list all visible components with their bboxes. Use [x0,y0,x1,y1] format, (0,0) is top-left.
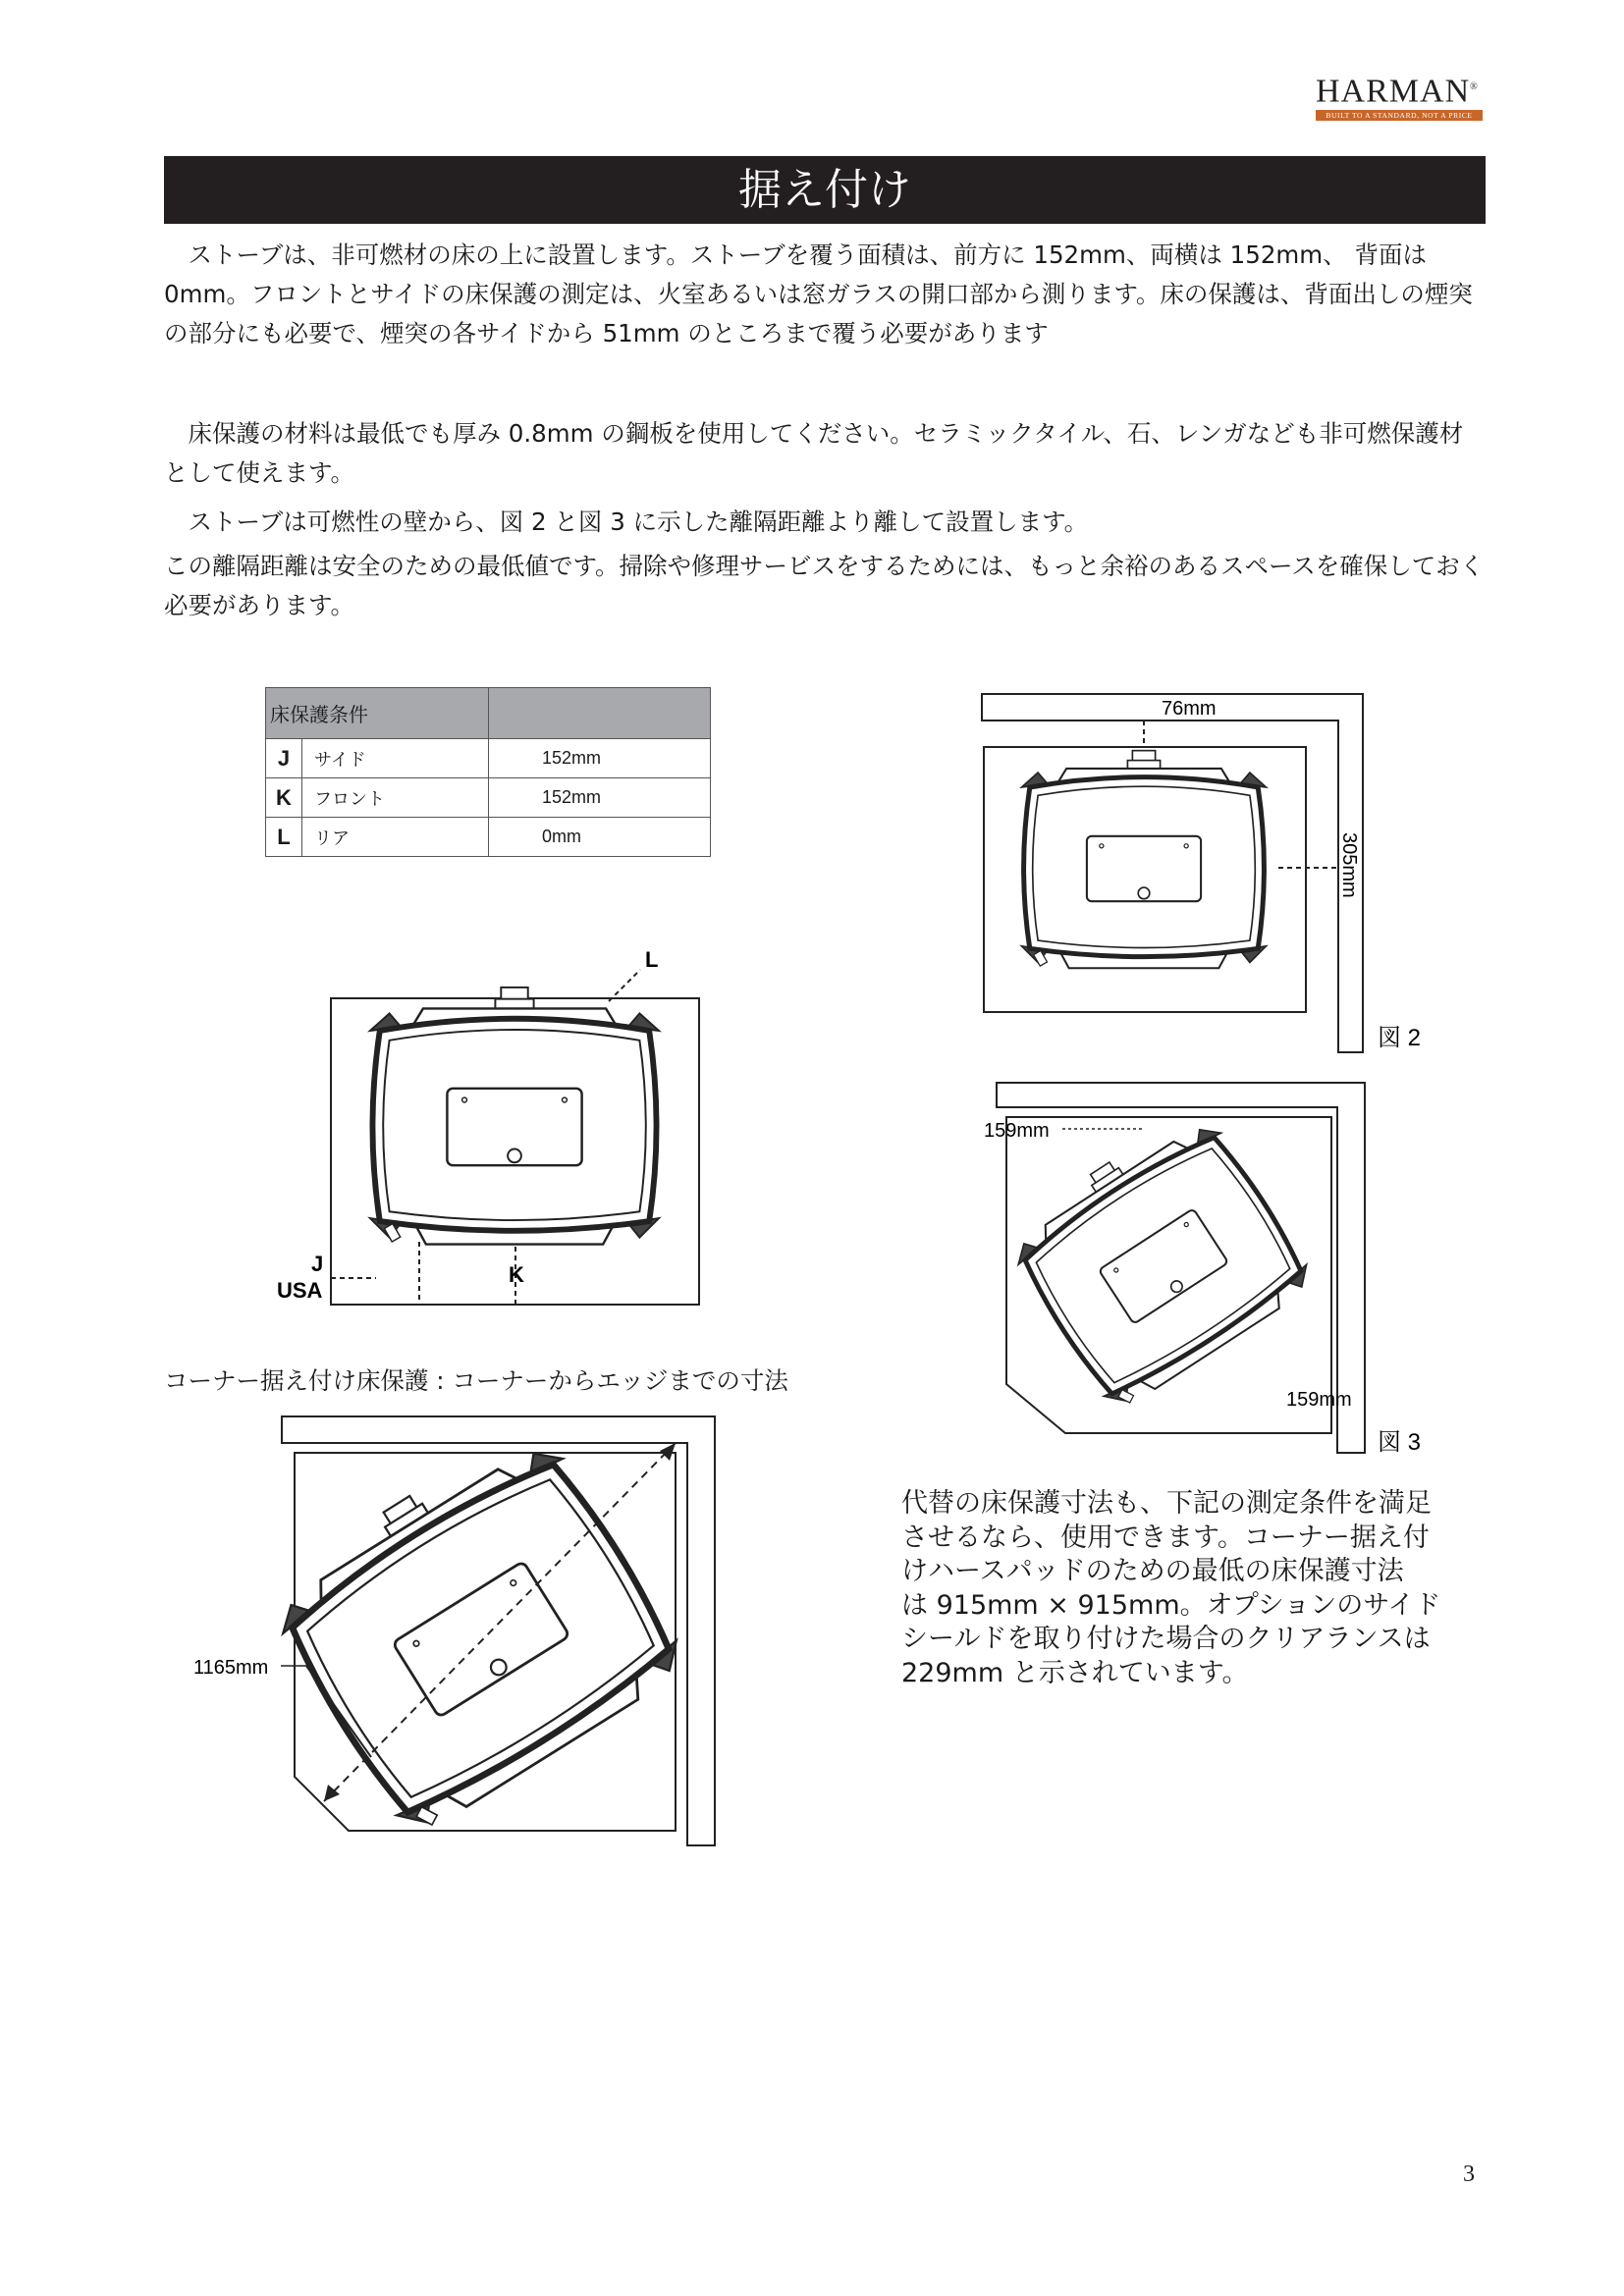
paragraph-floor-protection: ストーブは、非可燃材の床の上に設置します。ストーブを覆う面積は、前方に 152mm、両横は 152mm、 背面は 0mm。フロントとサイドの床保護の測定は、火室あるいは窓ガラスの開口部から測ります。床の保護は、背面出しの煙突の部分にも必要で、煙突の各サイドから 51mm のところまで覆う必要があります [164,240,1473,347]
fig1-label-k: K [509,1262,524,1287]
fig2-wall-clearance [982,694,1421,1052]
alt-line: 229mm と示されています。 [901,1657,1249,1688]
row-letter: L [266,818,302,857]
fig3-corner-clearance [984,1083,1421,1456]
logo-wordmark: HARMAN® [1316,73,1479,110]
alt-line: シールドを取り付けた場合のクリアランスは [901,1624,1431,1654]
fig1-label-j: J [311,1252,324,1276]
row-value: 152mm [489,778,711,818]
fig3-dim-top: 159mm [984,1120,1050,1142]
alt-line: は 915mm × 915mm。オプションのサイド [901,1589,1441,1621]
row-value: 0mm [489,818,711,857]
alt-line: 代替の床保護寸法も、下記の測定条件を満足 [901,1488,1432,1519]
alt-line: けハースパッドのための最低の床保護寸法 [901,1556,1404,1586]
fig2-dim-top: 76mm [1162,698,1217,720]
fig1-label-l: L [645,947,659,972]
fig1-label-usa: USA [277,1278,323,1303]
paragraph-clearance: ストーブは可燃性の壁から、図 2 と図 3 に示した離隔距離より離して設置します。 [164,507,1089,536]
row-value: 152mm [489,739,711,778]
table-header: 床保護条件 [266,688,489,739]
alt-line: させるなら、使用できます。コーナー据え付 [901,1522,1430,1553]
fig1-floor-protection [277,947,699,1305]
row-label: リア [302,818,489,857]
corner-dim: 1165mm [193,1657,269,1679]
fig2-dim-side: 305mm [1338,832,1360,898]
row-letter: J [266,739,302,778]
page-title: 据え付け [164,156,1486,224]
fig3-caption: 図 3 [1378,1429,1422,1456]
paragraph-safety: この離隔距離は安全のための最低値です。掃除や修理サービスをするためには、もっと余裕のあるスペースを確保しておく必要があります。 [164,552,1485,619]
row-label: フロント [302,778,489,818]
alternate-protection-text [901,1487,1490,1690]
row-label: サイド [302,739,489,778]
corner-installation-diagram [193,1416,715,1845]
fig3-dim-bottom: 159mm [1286,1389,1352,1411]
page-number: 3 [1463,2162,1475,2187]
paragraph-materials: 床保護の材料は最低でも厚み 0.8mm の鋼板を使用してください。セラミックタイル、石、レンガなども非可燃保護材として使えます。 [164,419,1464,487]
fig2-caption: 図 2 [1378,1025,1422,1051]
corner-caption: コーナー据え付け床保護 : コーナーからエッジまでの寸法 [164,1366,788,1395]
logo-tagline: BUILT TO A STANDARD, NOT A PRICE [1316,110,1483,121]
row-letter: K [266,778,302,818]
